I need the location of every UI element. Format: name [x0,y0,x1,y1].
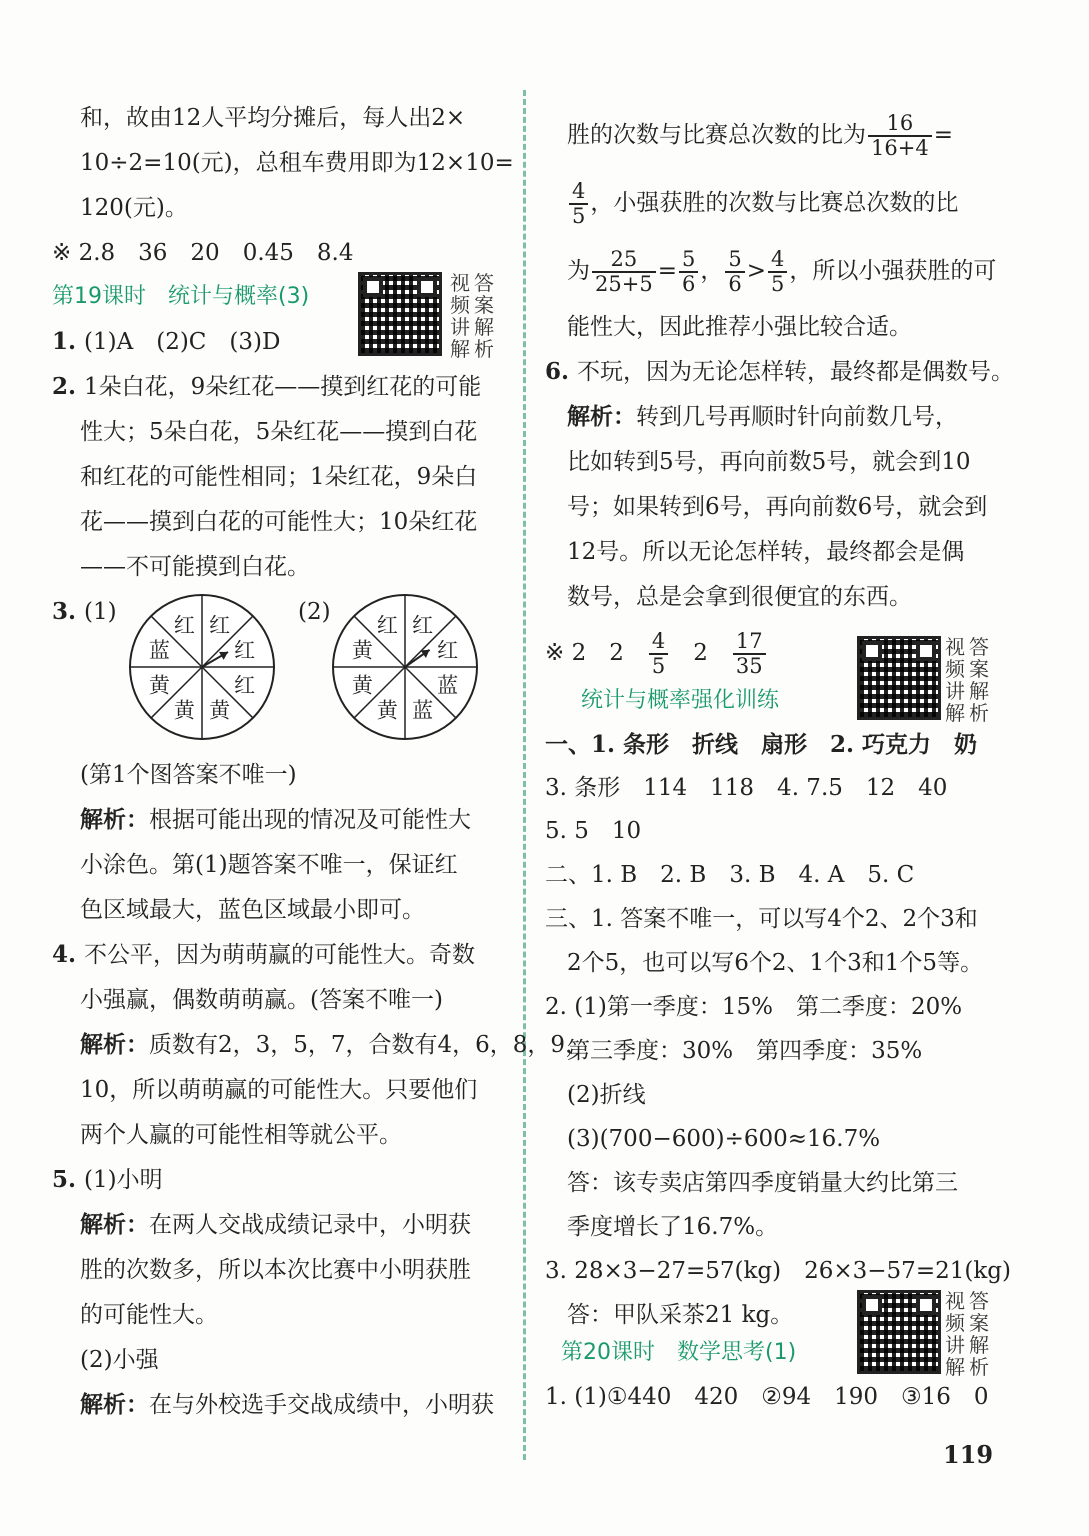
q-num: 3. [52,598,85,625]
text-line: 胜的次数多，所以本次比赛中小明获胜 [80,1257,471,1283]
q6-answer: 不玩，因为无论怎样转，最终都是偶数号。 [577,359,1015,385]
wheel-sector-label: 红 [234,638,256,663]
fraction: $\frac{5}{6}$ [725,248,744,296]
wheel-sector-label: 蓝 [437,673,459,698]
q5-answer-2: (2)小强 [80,1347,159,1373]
fraction: $\frac{16}{16+4}$ [868,112,932,160]
text-line: 性大；5朵白花，5朵红花——摸到白花 [80,419,478,445]
q5-answer: (1)小明 [84,1167,163,1193]
q4-answer: 不公平，因为萌萌赢的可能性大。奇数 [84,942,476,968]
text-line: 10÷2=10(元)，总租车费用即为12×10= [80,150,514,176]
text-line: 一、1. 条形 折线 扇形 2. 巧克力 奶 [545,731,978,758]
analysis-text: 在两人交战成绩记录中，小明获 [149,1212,471,1238]
text-line: 1. (1)①440 420 ②94 190 ③16 0 [545,1384,989,1410]
qr-label: 视答频案讲解解析 [450,271,498,361]
wheel-sector-label: 黄 [351,638,373,663]
wheel-sector-label: 蓝 [148,638,170,663]
text-line: 号；如果转到6号，再向前数6号，就会到 [567,494,988,520]
text-line: 能性大，因此推荐小强比较合适。 [567,314,912,340]
fraction: $\frac{25}{25+5}$ [592,248,656,296]
analysis-text: 在与外校选手交战成绩中，小明获 [149,1392,494,1418]
q-num: 4. [52,941,85,968]
text-line: ——不可能摸到白花。 [80,554,310,580]
fraction: $\frac{5}{6}$ [679,248,698,296]
wheel-sector-label: 红 [437,638,459,663]
text-line: 季度增长了16.7%。 [567,1214,779,1240]
wheel-sector-label: 红 [209,613,231,638]
wheel-sector-label: 红 [376,613,398,638]
wheel-sector-label: 黄 [376,698,398,723]
analysis-label: 解析： [567,403,636,430]
text-line: 色区域最大，蓝色区域最小即可。 [80,897,425,923]
column-divider [523,90,526,1460]
wheel-sector-label: 蓝 [412,698,434,723]
analysis-text: 根据可能出现的情况及可能性大 [149,807,471,833]
page-number: 119 [943,1440,994,1469]
q-num: 6. [545,358,578,385]
text-line: 5. 5 10 [545,818,642,844]
text-line: 小涂色。第(1)题答案不唯一，保证红 [80,852,458,878]
wheel-sector-label: 黄 [148,673,170,698]
q3-note: (第1个图答案不唯一) [80,762,297,788]
text-line: 两个人赢的可能性相等就公平。 [80,1122,402,1148]
qr-code-icon[interactable] [857,636,941,720]
q-num: 1. [52,328,85,355]
text-line: 三、1. 答案不唯一，可以写4个2、2个3和 [545,906,978,932]
text-line: 10，所以萌萌赢的可能性大。只要他们 [80,1077,478,1103]
q2-answer: 1朵白花，9朵红花——摸到红花的可能 [84,374,482,400]
text-line: (2)折线 [567,1082,646,1108]
text-line: 和，故由12人平均分摊后，每人出2× [80,105,466,131]
text-line: 120(元)。 [80,195,188,221]
qr-label: 视答频案讲解解析 [945,1289,993,1379]
qr-code-icon[interactable] [857,1290,941,1374]
qr-label: 视答频案讲解解析 [945,635,993,725]
analysis-text: 质数有2，3，5，7，合数有4，6，8，9， [149,1032,589,1058]
text-line: 12号。所以无论怎样转，最终都会是偶 [567,539,965,565]
wheel-sector-label: 红 [412,613,434,638]
fraction-line-2: $\frac{4}{5}$ ，小强获胜的次数与比赛总次数的比 [567,180,958,228]
analysis-text: 转到几号再顺时针向前数几号， [636,404,958,430]
fraction: $\frac{4}{5}$ [768,248,787,296]
text-line: 小强赢，偶数萌萌赢。(答案不唯一) [80,987,443,1013]
text-line: 的可能性大。 [80,1302,218,1328]
wheel-sector-label: 黄 [173,698,195,723]
wheel-sector-label: 红 [173,613,195,638]
text-line: 答：甲队采茶21 kg。 [567,1302,794,1328]
wheel-sector-label: 黄 [351,673,373,698]
text-line: 数号，总是会拿到很便宜的东西。 [567,584,912,610]
spinner-wheel-2 [328,590,482,744]
text-line: 3. 28×3−27=57(kg) 26×3−57=21(kg) [545,1258,1011,1284]
fraction: $\frac{4}{5}$ [649,630,668,678]
text-line: 2个5，也可以写6个2、1个3和1个5等。 [567,950,984,976]
q3-label-1: (1) [84,599,117,625]
watermark-logo [980,1420,1080,1530]
q-num: 5. [52,1166,85,1193]
section-title-20: 第20课时 数学思考(1) [561,1340,797,1365]
fraction: $\frac{4}{5}$ [569,180,588,228]
q3-label-2: (2) [298,599,331,625]
text-line: 2. (1)第一季度：15% 第二季度：20% [545,994,963,1020]
text-line: 3. 条形 114 118 4. 7.5 12 40 [545,775,948,801]
text-line: (3)(700−600)÷600≈16.7% [567,1126,881,1152]
q-num: 2. [52,373,85,400]
text-line: 答：该专卖店第四季度销量大约比第三 [567,1170,958,1196]
wheel-sector-label: 黄 [209,698,231,723]
qr-code-icon[interactable] [358,272,442,356]
wheel-sector-label: 红 [234,673,256,698]
text-line: 花——摸到白花的可能性大；10朵红花 [80,509,478,535]
section-title-training: 统计与概率强化训练 [581,688,780,713]
star-answers-2: ※ 2 2 $\frac{4}{5}$ 2 $\frac{17}{35}$ [545,630,768,678]
analysis-label: 解析： [80,806,149,833]
analysis-label: 解析： [80,1391,149,1418]
text-line: 比如转到5号，再向前数5号，就会到10 [567,449,971,475]
text-line: 第三季度：30% 第四季度：35% [567,1038,923,1064]
fraction-line-1: 胜的次数与比赛总次数的比为 $\frac{16}{16+4}$ = [567,111,953,161]
fraction-line-3: 为 $\frac{25}{25+5}$ = $\frac{5}{6}$ ， $\frac{5}{6}$ > $\frac{4}{5}$ ，所以小强获胜的可 [567,247,997,297]
spinner-wheel-1 [125,590,279,744]
section-title-19: 第19课时 统计与概率(3) [52,284,310,309]
text-line: 二、1. B 2. B 3. B 4. A 5. C [545,862,915,888]
text-line: 和红花的可能性相同；1朵红花，9朵白 [80,464,478,490]
q1-answer: (1)A (2)C (3)D [84,329,281,355]
analysis-label: 解析： [80,1031,149,1058]
star-answers: ※ 2.8 36 20 0.45 8.4 [52,240,354,266]
fraction: $\frac{17}{35}$ [733,630,766,678]
analysis-label: 解析： [80,1211,149,1238]
